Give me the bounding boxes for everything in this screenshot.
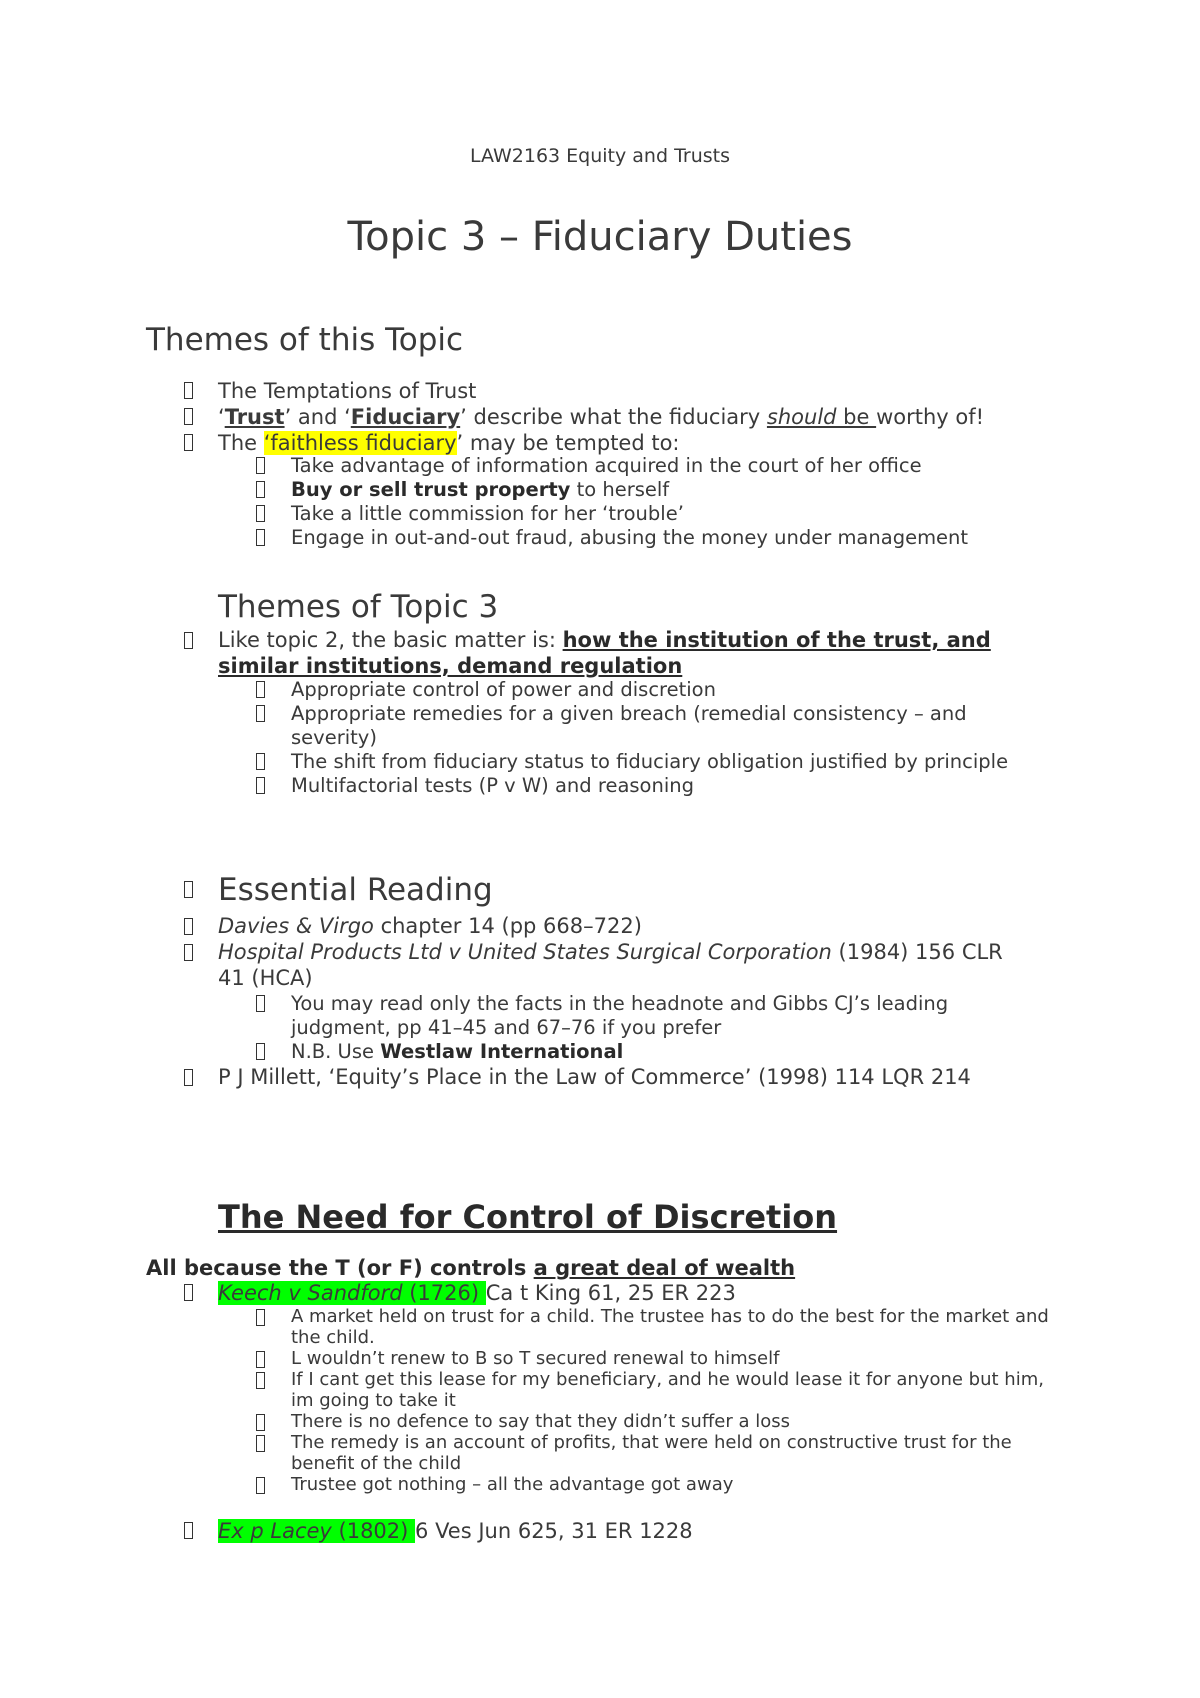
reading-sub-1-cont: judgment, pp 41–45 and 67–76 if you prefer [291,1016,722,1039]
reading-item-3: P J Millett, ‘Equity’s Place in the Law of Commerce’ (1998) 114 LQR 214 [218,1065,971,1089]
bullet-icon [184,881,193,902]
keech-sub-2: L wouldn’t renew to B so T secured renewal to himself [291,1348,780,1369]
themes3-item-1: Like topic 2, the basic matter is: how the institution of the trust, and [218,628,991,652]
keech-sub-6: Trustee got nothing – all the advantage got away [291,1474,734,1495]
case-name-highlight: Keech v Sandford (1726) [218,1281,486,1305]
control-lead: All because the T (or F) controls a great deal of wealth [146,1256,796,1280]
reading-heading: Essential Reading [218,872,493,908]
bullet-icon [184,408,193,429]
trust-term: Trust [224,405,285,429]
bullet-icon [256,1372,265,1393]
case-keech: Keech v Sandford (1726) Ca t King 61, 25 ER 223 [218,1281,736,1305]
reading-sub-1: You may read only the facts in the headnote and Gibbs CJ’s leading [291,992,949,1015]
reading-item-1: Davies & Virgo chapter 14 (pp 668–722) [218,914,642,938]
keech-sub-4: There is no defence to say that they didn’t suffer a loss [291,1411,790,1432]
bullet-icon [184,918,193,939]
reading-item-2-cont: 41 (HCA) [218,966,313,990]
bullet-icon [184,434,193,455]
bullet-icon [256,481,265,502]
bullet-icon [256,705,265,726]
themes-sub-1: Take advantage of information acquired in the court of her office [291,454,922,477]
themes-sub-3: Take a little commission for her ‘trouble’ [291,502,684,525]
themes-heading: Themes of this Topic [146,322,464,358]
bullet-icon [256,753,265,774]
bullet-icon [256,529,265,550]
themes3-sub-2: Appropriate remedies for a given breach (remedial consistency – and [291,702,967,725]
bullet-icon [184,382,193,403]
bullet-icon [184,1284,193,1305]
bullet-icon [184,1069,193,1090]
themes3-sub-4: Multifactorial tests (P v W) and reasoning [291,774,694,797]
keech-sub-5: The remedy is an account of profits, that were held on constructive trust for the [291,1432,1012,1453]
themes-item-1: The Temptations of Trust [218,379,477,403]
bullet-icon [184,632,193,653]
bullet-icon [256,1414,265,1435]
bullet-icon [256,1043,265,1064]
course-header: LAW2163 Equity and Trusts [470,145,730,167]
case-lacey: Ex p Lacey (1802) 6 Ves Jun 625, 31 ER 1228 [218,1519,693,1543]
themes3-item-1-cont: similar institutions, demand regulation [218,654,683,678]
bullet-icon [184,1522,193,1543]
bullet-icon [184,944,193,965]
bullet-icon [256,681,265,702]
keech-sub-3: If I cant get this lease for my beneficiary, and he would lease it for anyone but him, [291,1369,1044,1390]
bullet-icon [256,1351,265,1372]
reading-sub-2: N.B. Use Westlaw International [291,1040,624,1063]
bullet-icon [256,1435,265,1456]
themes-item-3: The ‘faithless fiduciary’ may be tempted to: [218,431,680,455]
themes3-sub-1: Appropriate control of power and discretion [291,678,716,701]
highlighted-phrase: ‘faithless fiduciary [263,431,457,455]
keech-sub-1: A market held on trust for a child. The trustee has to do the best for the market and [291,1306,1049,1327]
keech-sub-3-cont: im going to take it [291,1390,456,1411]
case-name-highlight: Ex p Lacey (1802) [218,1519,416,1543]
topic-title: Topic 3 – Fiduciary Duties [347,214,853,260]
keech-sub-1-cont: the child. [291,1327,375,1348]
themes-sub-2: Buy or sell trust property to herself [291,478,670,501]
themes-item-2: ‘Trust’ and ‘Fiduciary’ describe what the fiduciary should be worthy of! [218,405,985,429]
fiduciary-term: Fiduciary [350,405,461,429]
bullet-icon [256,995,265,1016]
themes3-sub-2-cont: severity) [291,726,377,749]
themes3-heading: Themes of Topic 3 [218,589,499,625]
bullet-icon [256,1477,265,1498]
keech-sub-5-cont: benefit of the child [291,1453,462,1474]
control-heading: The Need for Control of Discretion [218,1198,838,1236]
bullet-icon [256,505,265,526]
reading-item-2: Hospital Products Ltd v United States Surgical Corporation (1984) 156 CLR [218,940,1003,964]
bullet-icon [256,1309,265,1330]
bullet-icon [256,777,265,798]
themes-sub-4: Engage in out-and-out fraud, abusing the money under management [291,526,969,549]
themes3-sub-3: The shift from fiduciary status to fiduciary obligation justified by principle [291,750,1009,773]
bullet-icon [256,457,265,478]
